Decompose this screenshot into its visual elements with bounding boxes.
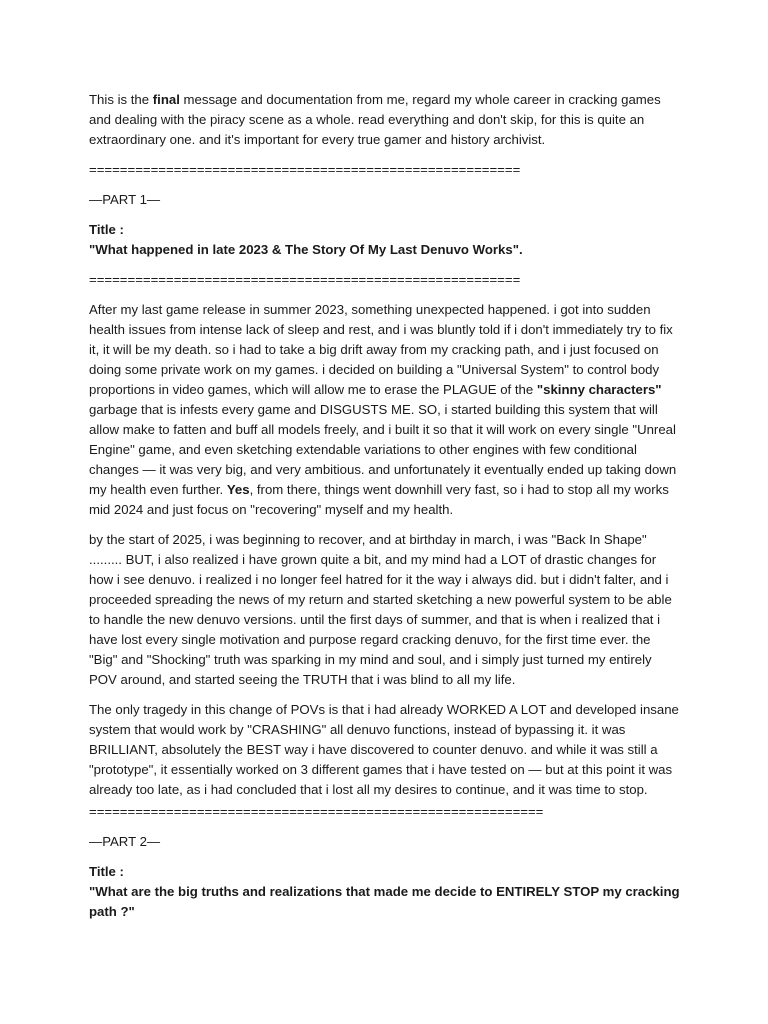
paragraph-text: , from there, things went downhill very fast, so i had to stop all my works mid 2024 and just focus on "recovering" myself and my health. <box>89 482 669 517</box>
bold-word: Yes <box>226 482 250 497</box>
paragraph-text: After my last game release in summer 2023, something unexpected happened. i got into sudden health issues from intense lack of sleep and rest, and i was bluntly told if i don't immediately try to fix it, it will be my death. so i had to take a big drift away from my cracking path, and i just focused on doing some private work on my games. i decided on building a "Universal System" to control body proportions in video games, which will allow me to erase the PLAGUE of the <box>89 302 673 397</box>
part2-label: —PART 2— <box>89 834 161 849</box>
intro-paragraph <box>89 90 681 150</box>
paragraph-text: garbage that is infests every game and DISGUSTS ME. SO, i started building this system that will allow make to fatten and buff all models freely, and i built it so that it will work on every single "Unreal Engine" game, and even sketching extendable variations to other engines with few conditional changes — it was very big, and very ambitious. and unfortunately it eventually ended up taking down my health even further. <box>89 402 677 497</box>
intro-text: This is the <box>89 92 153 107</box>
intro-text-continued: message and documentation from me, regard my whole career in cracking games and dealing with the piracy scene as a whole. read everything and don't skip, for this is quite an extraordinary one. and it's important for every true gamer and history archivist. <box>89 92 661 147</box>
part1-paragraph-2: by the start of 2025, i was beginning to recover, and at birthday in march, i was "Back In Shape" ......... BUT, i also realized i have grown quite a bit, and my mind had a LOT of drastic changes for how i see denuvo. i realized i no longer feel hatred for it the way i always did. but i didn't falter, and i proceeded spreading the news of my return and started sketching a new powerful system to be able to handle the new denuvo versions. until the first days of summer, and that is when i realized that i have lost every single motivation and purpose regard cracking denuvo, for the first time ever. the "Big" and "Shocking" truth was sparking in my mind and soul, and i simply just turned my entirely POV around, and started seeing the TRUTH that i was blind to all my life. <box>89 532 672 687</box>
part1-title: "What happened in late 2023 & The Story Of My Last Denuvo Works". <box>89 242 523 257</box>
separator-line: ======================================================== <box>89 272 521 287</box>
document-page <box>89 90 681 932</box>
part1-paragraph-1 <box>89 300 681 520</box>
separator-line: =========================================================== <box>89 804 544 819</box>
part1-paragraph-3: The only tragedy in this change of POVs is that i had already WORKED A LOT and developed insane system that would work by "CRASHING" all denuvo functions, instead of bypassing it. it was BRILLIANT, absolutely the BEST way i have discovered to counter denuvo. and while it was still a "prototype", it essentially worked on 3 different games that i have tested on — but at this point it was already too late, as i had concluded that i lost all my desires to continue, and it was time to stop. <box>89 702 679 797</box>
part2-title: "What are the big truths and realizations that made me decide to ENTIRELY STOP my cracking path ?" <box>89 884 680 919</box>
part2-title-label: Title : <box>89 864 124 879</box>
part1-label: —PART 1— <box>89 192 161 207</box>
part1-title-label: Title : <box>89 222 124 237</box>
part2-title-block <box>89 862 681 922</box>
part1-title-block <box>89 220 681 260</box>
bold-phrase: "skinny characters" <box>536 382 662 397</box>
separator-line: ======================================================== <box>89 162 521 177</box>
intro-bold-word: final <box>152 92 180 107</box>
